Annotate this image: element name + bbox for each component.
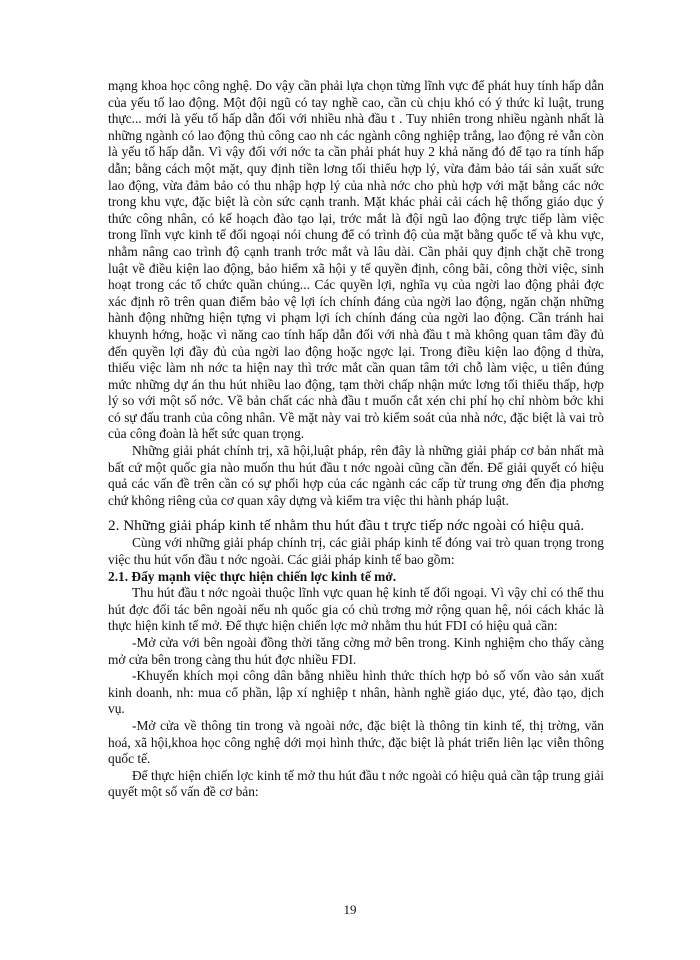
list-item-open-information: -Mở cửa về thông tin trong và ngoài nớc, đặc biệt là thông tin kinh tế, thị trờng, văn hoá, xã hội,khoa học công nghệ dới mọi hình thức, đặc biệt là phát triển liên lạc viễn thông quốc tế.: [108, 717, 604, 767]
paragraph-intro: Cùng với những giải pháp chính trị, các giải pháp kinh tế đóng vai trò quan trọng trong việc thu hút vốn đầu t nớc ngoài. Các giải pháp kinh tế bao gồm:: [108, 535, 604, 568]
paragraph-summary: Những giải phát chính trị, xã hội,luật pháp, rên đây là những giải pháp cơ bản nhất mà bất cứ một quốc gia nào muốn thu hút đầu t nớc ngoài cũng cần đến. Để giải quyết có hiệu quả các vấn đề trên cần có sự phối hợp của các ngành các cấp từ trung ơng đến địa phơng chứ không riêng của cơ quan xây dựng và kiểm tra việc thi hành pháp luật.: [108, 443, 604, 508]
list-item-encourage-citizens: -Khuyến khích mọi công dân bằng nhiều hình thức thích hợp bỏ số vốn vào sản xuất kinh doanh, nh: mua cổ phần, lập xí nghiệp t nhân, hành nghề giáo dục, yté, đào tạo, dịch vụ.: [108, 668, 604, 717]
paragraph-open-economy: Thu hút đầu t nớc ngoài thuộc lĩnh vực quan hệ kinh tế đối ngoại. Vì vậy chỉ có thể thu hút đợc đối tác bên ngoài nếu nh quốc gia có chủ trơng mở rộng quan hệ, nói cách khác là thực hiện kinh tế mở. Để thực hiện chiến lợc mở nhằm thu hút FDI có hiệu quả cần:: [108, 585, 604, 634]
subsection-heading-2-1: 2.1. Đẩy mạnh việc thực hiện chiến lợc kinh tế mở.: [108, 568, 397, 584]
section-heading-2: 2. Những giải pháp kinh tế nhằm thu hút đầu t trực tiếp nớc ngoài có hiệu quả.: [108, 517, 585, 535]
paragraph-lead: mạng khoa học công nghệ. Do vậy cần phải lựa chọn từng lĩnh vực để phát huy tính hấp dẫn của yếu tố lao động. Một đội ngũ có tay nghề cao, cần cù chịu khó có ý thức kỉ luật, trung thực... mới là yếu tố hấp dẫn đối với nhiều nhà đầu t . Tuy nhiên trong nhiều ngành nhất là những ngành có lao động thủ công cao nh các ngành công nghiệp trắng, lao động rẻ vẫn còn là yếu tố hấp dẫn. Vì vậy đối với nớc ta cần phải phát huy 2 khả năng đó để tạo ra tính hấp dẫn; bằng cách một mặt, quy định tiền lơng tối thiểu hợp lý, vừa đảm bảo tái sản xuất sức lao động, vừa đảm bảo có thu nhập hợp lý của nhà nớc cho phù hợp với mặt bằng các nớc trong khu vực, đặc biệt là còn sức cạnh tranh. Mặt khác phải cải cách hệ thống giáo dục ý thức công nhân, có kế hoạch đào tạo lại, trớc mắt là đội ngũ lao động trực tiếp làm việc trong lĩnh vực kinh tế đối ngoại nói chung để có trình độ của mặt bằng quốc tế và khu vực, nhằm nâng cao trình độ cạnh tranh trớc mắt và lâu dài. Cần phải quy định chặt chẽ trong luật về điều kiện lao động, bảo hiểm xã hội y tế quyền định, công bãi, công thời việc, sinh hoạt trong các tổ chức quần chúng... Các quyền lợi, nghĩa vụ của ngời lao động phải đợc xác định rõ trên quan điểm bảo vệ lợi ích chính đáng của ngời lao động, ngăn chặn những hành động những hiện tựng vi phạm lợi ích chính đáng của ngời lao động. Cần tránh hai khuynh hớng, hoặc vì năng cao tính hấp dẫn đối với nhà đầu t mà không quan tâm đầy đủ đến quyền lợi đầy đủ của ngời lao động hoặc ngợc lại. Trong điều kiện lao động d thừa, thiếu việc làm nh nớc ta hiện nay thì trớc mắt cần quan tâm tới chỗ làm việc, u tiên đúng mức những dự án thu hút nhiều lao động, tạm thời chấp nhận mức lơng tối thiểu thấp, hợp lý so với một số nớc. Về bản chất các nhà đầu t muốn cắt xén chi phí họ chỉ nhòm bớc khi có sự đấu tranh của công nhân. Về mặt này vai trò kiểm soát của nhà nớc, đặc biệt là vai trò của công đoàn là hết sức quan trọng.: [108, 78, 604, 442]
page-number: 19: [343, 902, 357, 917]
body-text: [108, 78, 604, 801]
list-item-open-door: -Mở cửa với bên ngoài đồng thời tăng cờng mở bên trong. Kinh nghiệm cho thấy càng mở cửa bên trong càng thu hút đợc nhiều FDI.: [108, 635, 604, 667]
paragraph-closing: Để thực hiện chiến lợc kinh tế mở thu hút đầu t nớc ngoài có hiệu quả cần tập trung giải quyết một số vấn đề cơ bản:: [108, 767, 604, 800]
